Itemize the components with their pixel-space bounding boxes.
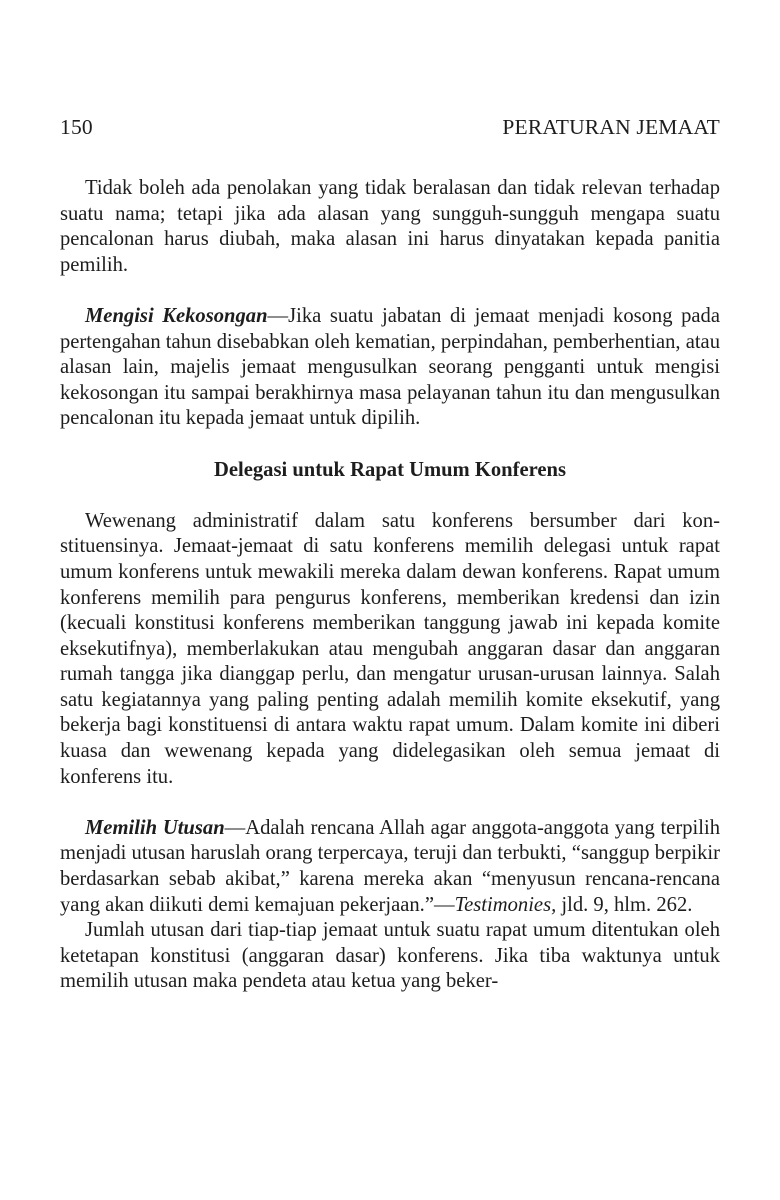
paragraph-administrative-authority: Wewenang administratif dalam satu konferens bersumber dari konstituensinya. Jemaat-jemaat di satu konferens memilih delegasi untuk rapat umum konferens untuk mewakili mereka dalam dewan konferens. Rapat umum konferens memilih para pengurus konferens, memberikan kredensi dan izin (kecuali konstitusi konferens memberikan tanggung jawab ini kepada komite eksekutifnya), memberlakukan atau mengubah anggaran dasar dan anggaran rumah tangga jika dianggap perlu, dan mengatur urusan-urusan lainnya. Salah satu kegiatannya yang paling penting adalah memilih komite eksekutif, yang bekerja bagi konstituensi di antara waktu rapat umum. Dalam komite ini diberi kuasa dan wewenang kepada yang didelegasikan oleh semua jemaat di konferens itu. (60, 509, 720, 788)
paragraph-spacer (60, 432, 720, 458)
run-in-heading-choosing-delegates: Memilih Utusan (85, 816, 225, 839)
paragraph-spacer (60, 790, 720, 816)
paragraph-choosing-delegates-text: —Adalah rencana Allah agar anggota-anggota yang terpilih menjadi utusan haruslah orang terpercaya, teruji dan terbukti, “sanggup berpikir berdasarkan sebab akibat,” karena mereka akan “menyusun rencana-rencana yang akan diikuti demi kemajuan pekerjaan.”— (60, 816, 720, 916)
paragraph-choosing-delegates (60, 816, 720, 918)
paragraph-filling-vacancies-text: —Jika suatu jabatan di jemaat menjadi kosong pada pertengahan tahun disebabkan oleh kematian, perpindahan, pemberhentian, atau alasan lain, majelis jemaat mengusulkan seorang pengganti untuk mengisi kekosongan itu sampai berakhirnya masa pelayanan tahun itu dan mengusulkan pencalonan itu kepada jemaat untuk dipilih. (60, 304, 720, 430)
body-text (60, 176, 720, 995)
paragraph-nominating-objection: Tidak boleh ada penolakan yang tidak beralasan dan tidak relevan terhadap suatu nama; tetapi jika ada alasan yang sungguh-sungguh mengapa suatu pencalonan harus diubah, maka alasan ini harus dinyatakan kepada panitia pemilih. (60, 177, 720, 276)
citation-title: Testimonies, (454, 893, 557, 916)
paragraph-spacer (60, 483, 720, 509)
paragraph-filling-vacancies (60, 304, 720, 432)
citation-reference: jld. 9, hlm. 262. (556, 893, 693, 916)
page-number: 150 (60, 115, 93, 139)
section-heading: Delegasi untuk Rapat Umum Konferens (213, 458, 567, 481)
running-title: PERATURAN JEMAAT (502, 115, 720, 139)
running-header (60, 112, 720, 142)
run-in-heading-filling-vacancies: Mengisi Kekosongan (85, 304, 268, 327)
book-page (60, 112, 720, 995)
paragraph-number-of-delegates: Jumlah utusan dari tiap-tiap jemaat untuk suatu rapat umum ditentukan oleh ketetapan konstitusi (anggaran dasar) konferens. Jika tiba waktunya untuk memilih utusan maka pendeta atau ketua yang beker- (60, 919, 720, 993)
paragraph-spacer (60, 278, 720, 304)
